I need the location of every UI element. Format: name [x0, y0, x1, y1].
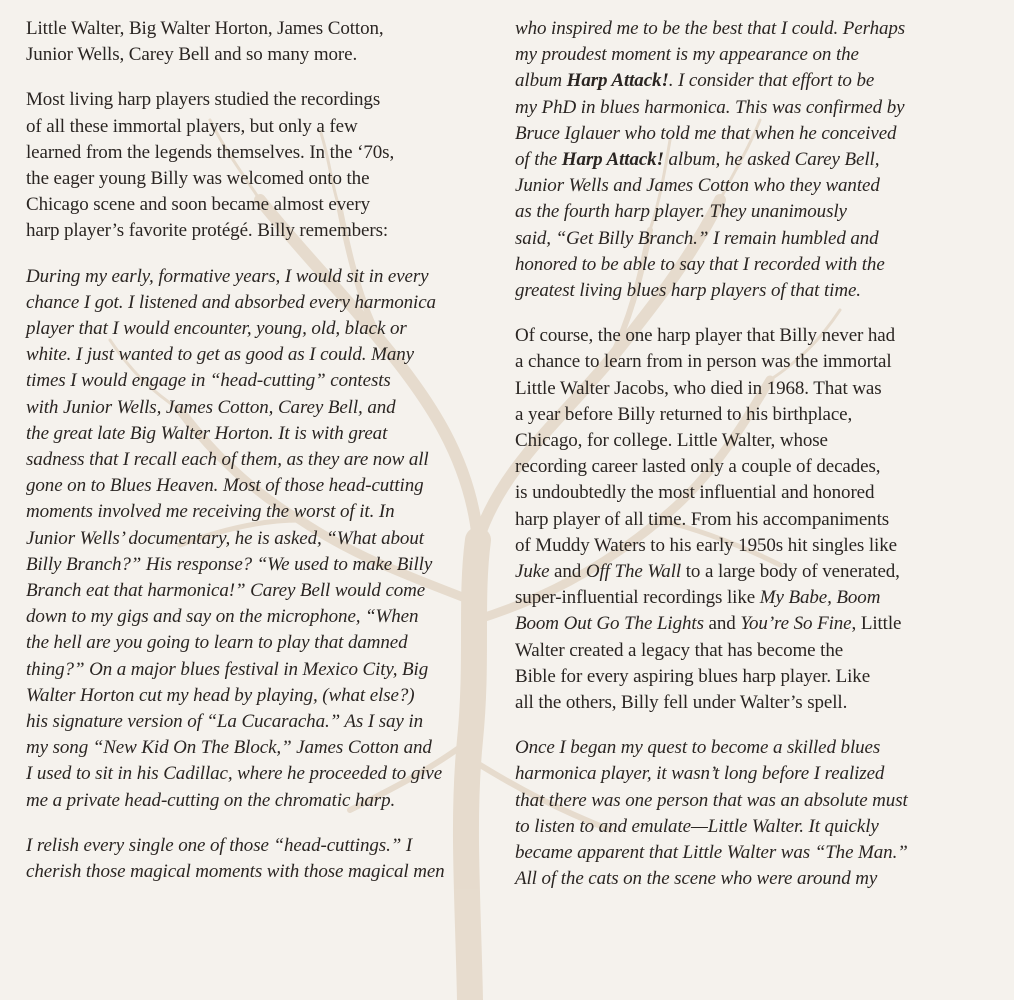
text-span: album — [515, 70, 567, 92]
text-line: to listen to and emulate—Little Walter. It quickly — [515, 815, 879, 837]
text-span: to a large body of venerated, — [681, 561, 900, 583]
text-span: . I consider that effort to be — [668, 70, 875, 92]
text-line: white. I just wanted to get as good as I could. Many — [26, 344, 414, 366]
left-column — [26, 16, 488, 885]
song-title: Juke — [515, 561, 550, 583]
paragraph — [26, 87, 488, 244]
text-line: Little Walter Jacobs, who died in 1968. That was — [515, 377, 882, 399]
text-line: my proudest moment is my appearance on the — [515, 44, 859, 66]
text-line: is undoubtedly the most influential and honored — [515, 482, 875, 504]
text-line: a year before Billy returned to his birthplace, — [515, 403, 853, 425]
text-line: became apparent that Little Walter was “The Man.” — [515, 842, 908, 864]
text-span: , Little — [851, 613, 902, 635]
text-span: and — [549, 561, 586, 583]
text-line: honored to be able to say that I recorded with the — [515, 253, 885, 275]
text-line: times I would engage in “head-cutting” contests — [26, 370, 391, 392]
quote-paragraph — [26, 833, 488, 885]
text-line: Junior Wells’ documentary, he is asked, “What about — [26, 527, 424, 549]
text-line — [515, 611, 970, 637]
text-line: Once I began my quest to become a skilled blues — [515, 737, 881, 759]
text-line: as the fourth harp player. They unanimously — [515, 201, 847, 223]
text-line: Bible for every aspiring blues harp player. Like — [515, 665, 871, 687]
text-line: I relish every single one of those “head-cuttings.” I — [26, 834, 413, 856]
song-title: You’re So Fine — [740, 613, 852, 635]
text-line: greatest living blues harp players of that time. — [515, 280, 861, 302]
text-line: Chicago scene and soon became almost every — [26, 194, 371, 216]
song-title: Boom Out Go The Lights — [515, 613, 704, 635]
text-line: me a private head-cutting on the chromatic harp. — [26, 789, 396, 811]
text-span: of the — [515, 149, 562, 171]
text-span: and — [703, 613, 741, 635]
text-line: the great late Big Walter Horton. It is with great — [26, 422, 388, 444]
text-line: I used to sit in his Cadillac, where he proceeded to give — [26, 763, 443, 785]
text-line: Branch eat that harmonica!” Carey Bell would come — [26, 580, 426, 602]
text-line: thing?” On a major blues festival in Mexico City, Big — [26, 658, 429, 680]
text-line: my PhD in blues harmonica. This was confirmed by — [515, 96, 905, 118]
text-line: my song “New Kid On The Block,” James Cotton and — [26, 737, 432, 759]
text-line — [515, 585, 970, 611]
text-line: his signature version of “La Cucaracha.” As I say in — [26, 711, 423, 733]
text-line: cherish those magical moments with those magical men — [26, 861, 445, 883]
paragraph — [26, 16, 488, 68]
text-line: learned from the legends themselves. In the ‘70s, — [26, 141, 395, 163]
text-line: a chance to learn from in person was the immortal — [515, 351, 892, 373]
text-line: All of the cats on the scene who were around my — [515, 868, 878, 890]
song-title: My Babe, Boom — [759, 587, 881, 609]
text-line: Walter Horton cut my head by playing, (what else?) — [26, 684, 415, 706]
quote-paragraph — [515, 16, 970, 304]
text-line: of all these immortal players, but only a few — [26, 115, 358, 137]
text-line: the hell are you going to learn to play that damned — [26, 632, 408, 654]
text-span: album, he asked Carey Bell, — [663, 149, 880, 171]
text-line: harp player of all time. From his accompaniments — [515, 508, 890, 530]
text-line: moments involved me receiving the worst of it. In — [26, 501, 395, 523]
quote-paragraph — [26, 264, 488, 814]
text-line: chance I got. I listened and absorbed every harmonica — [26, 291, 436, 313]
text-line: down to my gigs and say on the microphone, “When — [26, 606, 419, 628]
text-line: that there was one person that was an absolute must — [515, 789, 908, 811]
text-line: harmonica player, it wasn’t long before I realized — [515, 763, 885, 785]
text-line: who inspired me to be the best that I could. Perhaps — [515, 18, 906, 39]
text-line: recording career lasted only a couple of decades, — [515, 456, 881, 478]
text-line: Most living harp players studied the recordings — [26, 89, 381, 111]
song-title: Off The Wall — [585, 561, 682, 583]
album-title: Harp Attack! — [561, 149, 664, 171]
text-line: with Junior Wells, James Cotton, Carey Bell, and — [26, 396, 396, 418]
paragraph — [515, 323, 970, 716]
text-line: During my early, formative years, I would sit in every — [26, 265, 429, 287]
text-line: Little Walter, Big Walter Horton, James Cotton, — [26, 18, 384, 39]
text-line: said, “Get Billy Branch.” I remain humbled and — [515, 227, 879, 249]
album-title: Harp Attack! — [566, 70, 669, 92]
text-line: Bruce Iglauer who told me that when he conceived — [515, 122, 897, 144]
text-line: gone on to Blues Heaven. Most of those head-cutting — [26, 475, 424, 497]
text-line — [515, 559, 970, 585]
text-line: Junior Wells and James Cotton who they wanted — [515, 175, 880, 197]
text-line — [515, 68, 970, 94]
text-line: the eager young Billy was welcomed onto the — [26, 168, 370, 190]
right-column — [515, 16, 970, 893]
text-line: Junior Wells, Carey Bell and so many more. — [26, 44, 358, 66]
text-line: Walter created a legacy that has become the — [515, 639, 844, 661]
text-line: Chicago, for college. Little Walter, whose — [515, 430, 828, 452]
text-line: harp player’s favorite protégé. Billy remembers: — [26, 220, 389, 242]
text-line — [515, 147, 970, 173]
text-line: Billy Branch?” His response? “We used to make Billy — [26, 553, 433, 575]
text-line: player that I would encounter, young, old, black or — [26, 318, 407, 340]
text-line: sadness that I recall each of them, as they are now all — [26, 449, 429, 471]
text-span: super-influential recordings like — [515, 587, 760, 609]
text-line: of Muddy Waters to his early 1950s hit singles like — [515, 534, 897, 556]
text-line: Of course, the one harp player that Billy never had — [515, 325, 896, 347]
text-line: all the others, Billy fell under Walter’s spell. — [515, 692, 848, 714]
quote-paragraph — [515, 735, 970, 892]
